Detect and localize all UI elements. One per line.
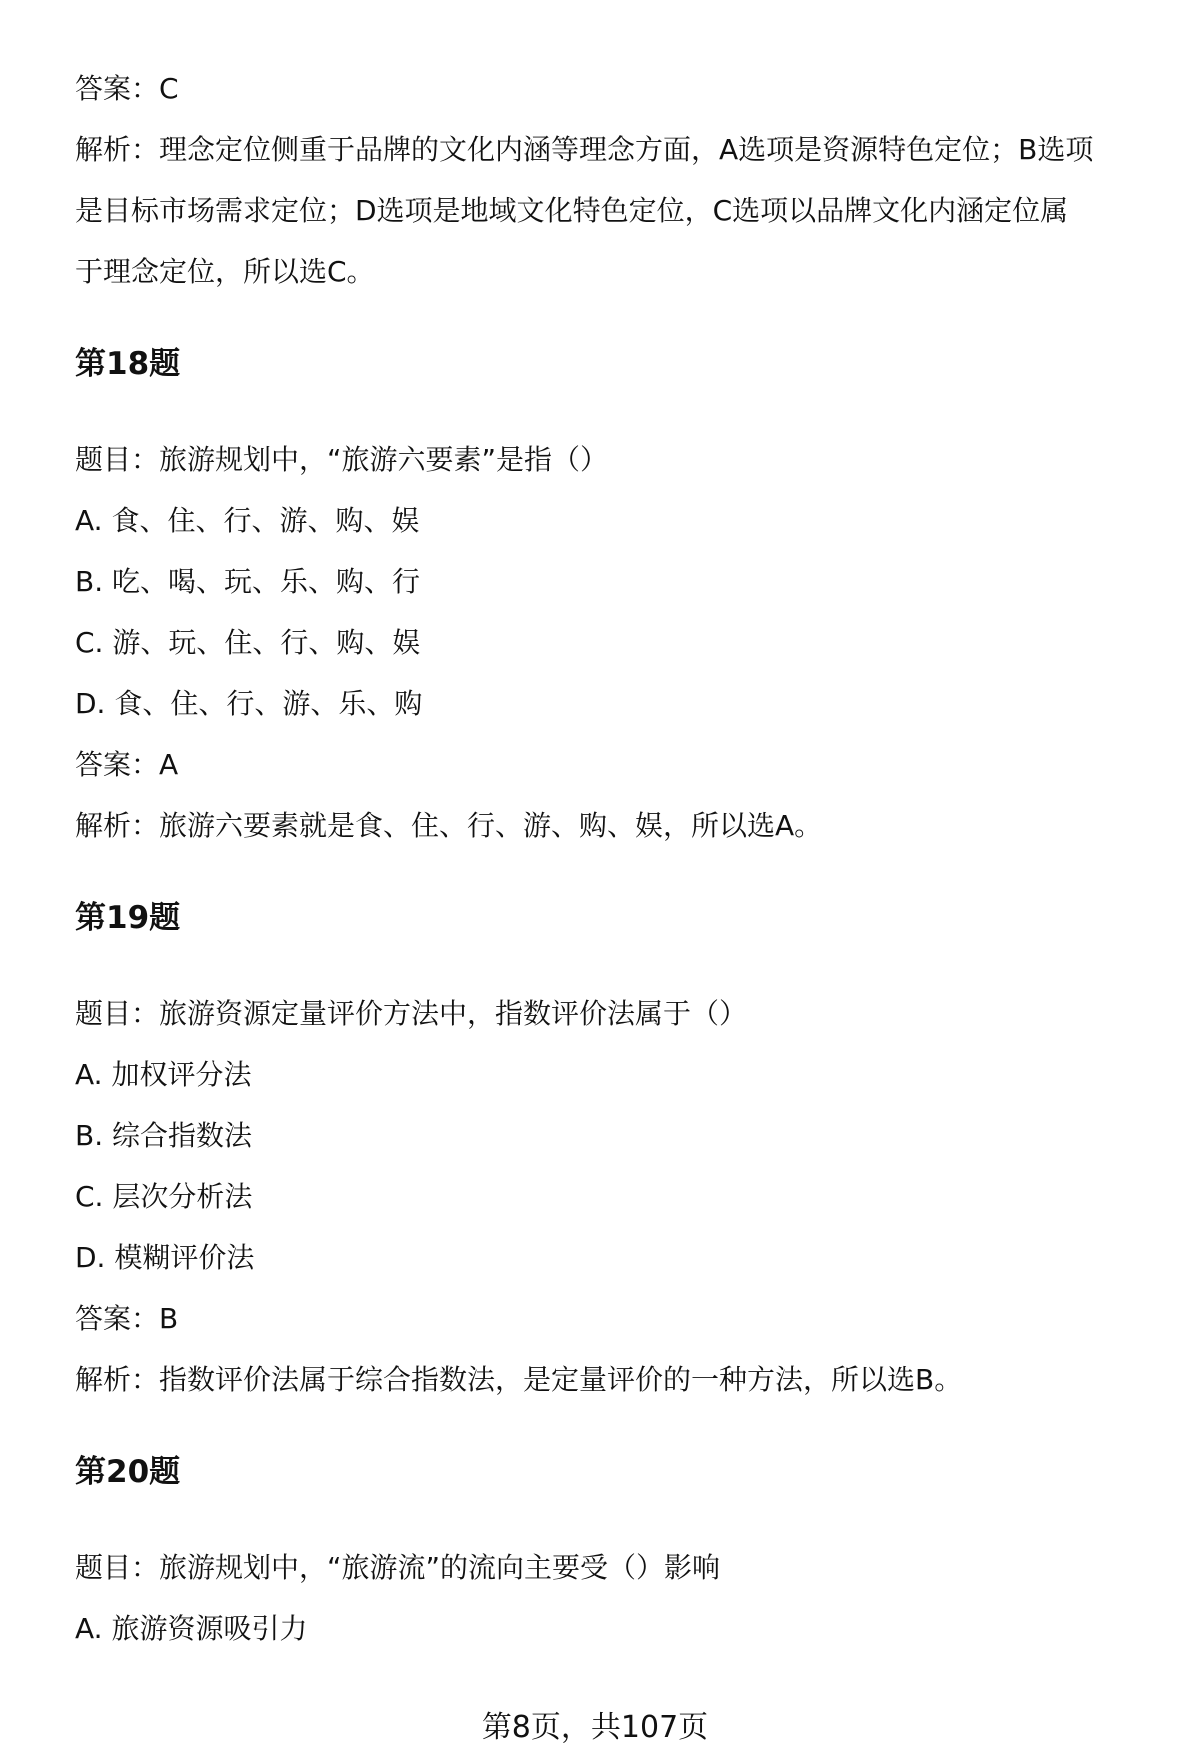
question-text: 题目：旅游资源定量评价方法中，指数评价法属于（） (75, 997, 748, 1030)
page-footer: 第8页，共107页 (481, 1710, 709, 1745)
question-text: 题目：旅游规划中，“旅游六要素”是指（） (75, 443, 609, 476)
option-c: C. 游、玩、住、行、购、娱 (75, 626, 421, 659)
option-a: A. 加权评分法 (75, 1058, 252, 1091)
question-17-tail (75, 58, 1175, 302)
question-18 (75, 344, 1175, 856)
option-a: A. 旅游资源吸引力 (75, 1612, 308, 1645)
analysis-line: 于理念定位，所以选C。 (75, 255, 375, 288)
option-d: D. 模糊评价法 (75, 1241, 255, 1274)
answer-line: 答案：C (75, 72, 179, 105)
option-b: B. 综合指数法 (75, 1119, 253, 1152)
option-b: B. 吃、喝、玩、乐、购、行 (75, 565, 421, 598)
analysis-line: 解析：旅游六要素就是食、住、行、游、购、娱，所以选A。 (75, 809, 823, 842)
question-heading: 第18题 (75, 346, 181, 382)
question-heading: 第19题 (75, 900, 181, 936)
answer-line: 答案：A (75, 748, 179, 781)
analysis-line: 解析：指数评价法属于综合指数法，是定量评价的一种方法，所以选B。 (75, 1363, 963, 1396)
document-page (75, 58, 1175, 1659)
option-c: C. 层次分析法 (75, 1180, 253, 1213)
question-text: 题目：旅游规划中，“旅游流”的流向主要受（）影响 (75, 1551, 721, 1584)
option-d: D. 食、住、行、游、乐、购 (75, 687, 423, 720)
question-19 (75, 898, 1175, 1410)
answer-line: 答案：B (75, 1302, 179, 1335)
question-heading: 第20题 (75, 1454, 181, 1490)
option-a: A. 食、住、行、游、购、娱 (75, 504, 420, 537)
analysis-line: 解析：理念定位侧重于品牌的文化内涵等理念方面，A选项是资源特色定位；B选项 (75, 133, 1094, 166)
question-20 (75, 1452, 1175, 1659)
analysis-line: 是目标市场需求定位；D选项是地域文化特色定位，C选项以品牌文化内涵定位属 (75, 194, 1069, 227)
